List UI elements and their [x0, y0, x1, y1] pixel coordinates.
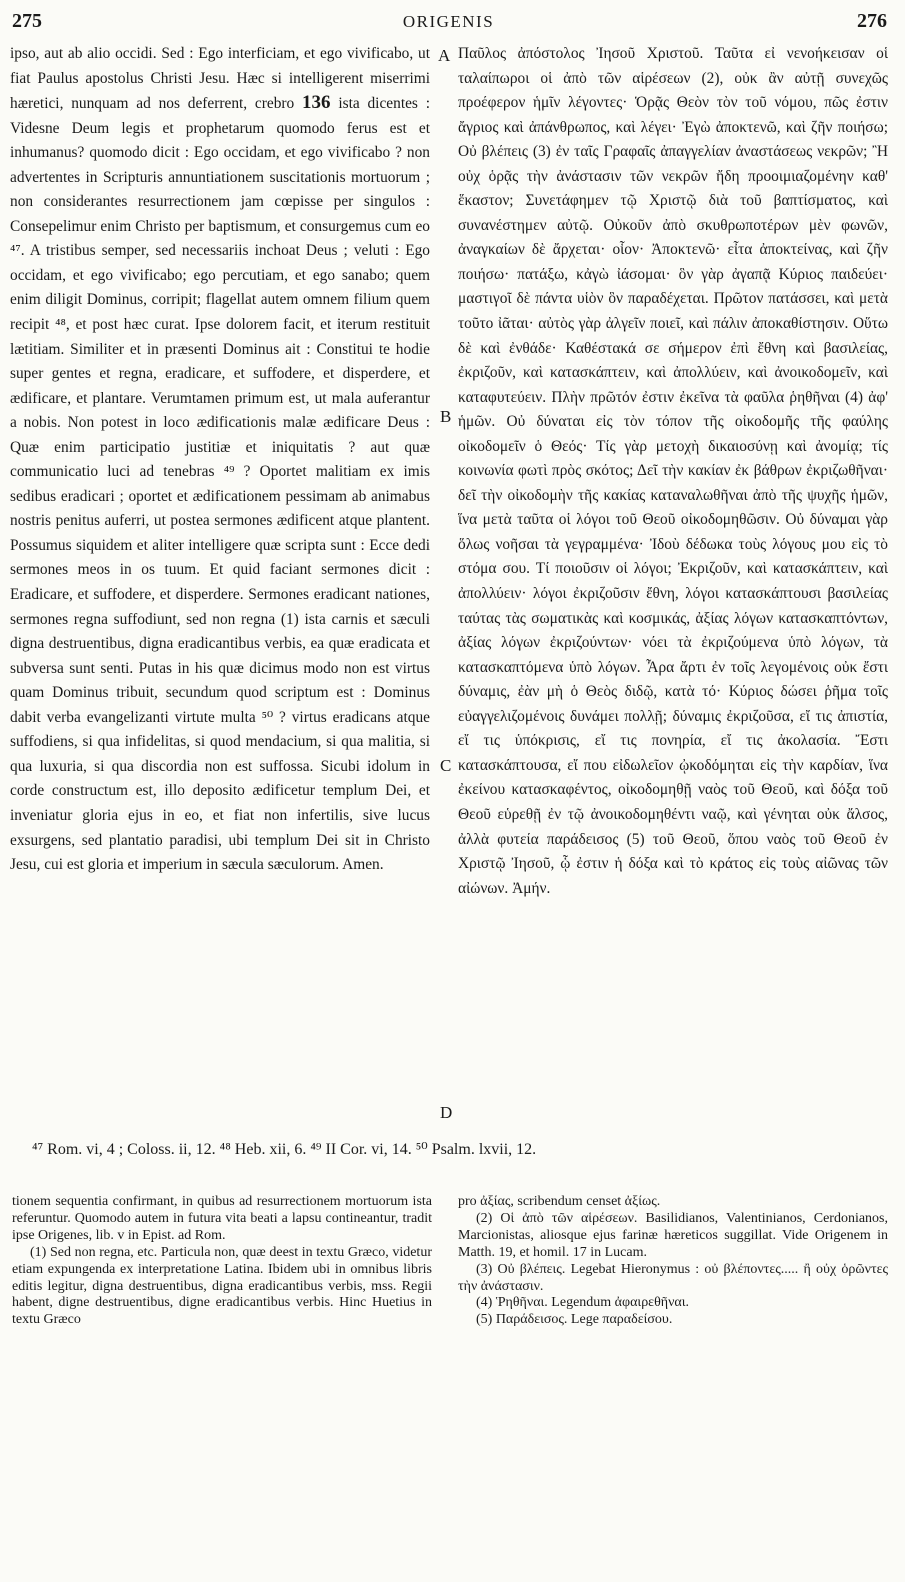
footnote-5: (5) Παράδεισος. Lege παραδείσου.	[476, 1312, 673, 1328]
footnote-3: (3) Οὐ βλέπεις. Legebat Hieronymus : οὐ βλέποντες..... ἢ οὐχ ὁρῶντες τὴν ἀνάστασιν.	[458, 1261, 888, 1294]
margin-letter-b: B	[440, 407, 452, 426]
page-number-left: 275	[12, 10, 42, 32]
margin-letter-d: D	[440, 1103, 453, 1122]
footnote-1: (1) Sed non regna, etc. Particula non, quæ deest in textu Græco, videtur etiam expungenda ex interpretatione Latina. Ibidem ubi in omnibus libris editis legitur, digna destruentibus, digna eradicantibus verbis, mss. Regii habent, digne destruentibus, digne eradicantibus verbis. Hinc Huetius in textu Græco	[12, 1244, 432, 1328]
greek-text: Παῦλος ἀπόστολος Ἰησοῦ Χριστοῦ. Ταῦτα εἰ νενοήκεισαν οἱ ταλαίπωροι οἱ ἀπὸ τῶν αἱρέσεων (2), οὐκ ἂν αὐτῇ συνεχῶς προέφερον ἡμῖν λέγοντες· Ὁρᾷς Θεὸν τὸν τοῦ νόμου, πῶς ἐστιν ἄγριος καὶ ἀπάνθρωπος, καὶ λέγει· Ἐγὼ ἀποκτενῶ, καὶ ζῆν ποιήσω; Οὐ βλέπεις (3) ἐν ταῖς Γραφαῖς ἀπαγγελίαν ἀναστάσεως νεκρῶν; Ἢ οὐχ ὁρᾷς τὴν ἀνάστασιν τῶν νεκρῶν ἤδη προοιμιαζομένην καθ' ἕκαστον; Συνετάφημεν τῷ Χριστῷ διὰ τοῦ βαπτίσματος, καὶ συνανέστημεν αὐτῷ. Οὐκοῦν ἀπὸ σκυθρωποτέρων μὲν φωνῶν, ἀναγκαίων δὲ ἄρχεται· οἷον· Ἀποκτενῶ· εἶτα ἀποκτείνας, καὶ ζῆν ποιήσω· πατάξω, κἀγὼ ἰάσομαι· ὃν γὰρ ἀγαπᾷ Κύριος παιδεύει· μαστιγοῖ δὲ πάντα υἱὸν ὃν παραδέχεται. Πρῶτον πατάσσει, καὶ μετὰ τοῦτο ἰᾶται· αὐτὸς γὰρ ἀλγεῖν ποιεῖ, καὶ πάλιν ἀποκαθίστησιν. Οὕτω δὲ καὶ ἐνθάδε· Καθέστακά σε σήμερον ἐπὶ ἔθνη καὶ βασιλείας, ἐκριζοῦν, καὶ κατασκάπτειν, καὶ ἀπολλύειν, καὶ ἀνοικοδομεῖν, καὶ καταφυτεύειν. Πλὴν πρῶτόν ἐστιν ἐκεῖνα τὰ φαῦλα ῥηθῆναι (4) ἀφ' ἡμῶν. Οὐ δύναται εἰς τὸν τόπον τῆς οἰκοδομῆς τῆς φαύλης οἰκοδομεῖν ὁ Θεός· Τίς γὰρ μετοχὴ δικαιοσύνῃ καὶ ἀνομίᾳ; τίς κοινωνία φωτὶ πρὸς σκότος; Δεῖ τὴν κακίαν ἐκ βάθρων ἐκριζωθῆναι· δεῖ τὴν οἰκοδομὴν τῆς κακίας καταναλωθῆναι ἀπὸ τῆς ψυχῆς ἡμῶν, ἵνα μετὰ ταῦτα οἱ λόγοι τοῦ Θεοῦ οἰκοδομηθῶσιν. Οὐ δύναμαι γὰρ ὅλως νοῆσαι τὰ γεγραμμένα· Ἰδοὺ δέδωκα τοὺς λόγους μου εἰς τὸ στόμα σου. Τί ποιοῦσιν οἱ λόγοι; Ἐκριζοῦν, καὶ κατασκάπτειν, καὶ ἀπολλύειν· λόγοι ἐκριζοῦσιν ἔθνη, λόγοι κατασκάπτουσι βασιλείας ταύτας τὰς σωματικὰς καὶ κοσμικάς, ἀξίας λόγων κατασκαπτόντων, ἀξίας λόγων ἐκριζούντων· νόει τὰ ἐκριζούμενα ὑπὸ λόγων, τὰ κατασκαπτόμενα ὑπὸ λόγων. Ἆρα ἄρτι ἐν τοῖς λεγομένοις οὐκ ἔστι δύναμις, ἐὰν μὴ ὁ Θεὸς διδῷ, κατὰ τό· Κύριος δώσει ῥῆμα τοῖς εὐαγγελιζομένοις δυνάμει πολλῇ; δύναμις ἐκριζοῦσα, εἴ τις ἀπιστία, εἴ τις ὑπόκρισις, εἴ τις πονηρία, εἴ τις ἀκολασία. Ἔστι κατασκάπτουσα, εἴ που εἰδωλεῖον ᾠκοδόμηται εἰς τὴν καρδίαν, ἵνα ἐκείνου κατασκαφέντος, οἰκοδομηθῇ ναὸς τοῦ Θεοῦ, καὶ δόξα τοῦ Θεοῦ εὑρεθῇ ἐν τῷ ἀνοικοδομηθέντι ναῷ, καὶ γένηται οὐκ ἄλσος, ἀλλὰ φυτεία παράδεισος (5) τοῦ Θεοῦ, ὅπου ναὸς τοῦ Θεοῦ ἐν Χριστῷ Ἰησοῦ, ᾧ ἐστιν ἡ δόξα καὶ τὸ κράτος εἰς τοὺς αἰῶνας τῶν αἰώνων. Ἀμήν.	[458, 45, 888, 897]
running-title: ORIGENIS	[402, 12, 495, 31]
footnote-continuation: tionem sequentia confirmant, in quibus ad resurrectionem mortuorum ista referuntur. Quomodo autem in futura vita beati a lapsu contineantur, tradit ipse Origenes, lib. v in Epist. ad Rom.	[12, 1194, 432, 1243]
footnotes-left	[12, 1194, 432, 1329]
page-number-right: 276	[857, 10, 887, 32]
latin-text	[10, 42, 430, 878]
latin-column	[10, 42, 430, 878]
latin-text-part-1: ipso, aut ab alio occidi. Sed : Ego interficiam, et ego vivificabo, ut fiat Paulus apostolus Christi Jesu. Hæc si intelligerent miserrimi hæretici, nunquam ad nos deferrent, crebro	[10, 45, 430, 113]
margin-letter-a: A	[438, 46, 451, 65]
footnote-2: (2) Οἱ ἀπὸ τῶν αἱρέσεων. Basilidianos, Valentinianos, Cerdonianos, Marcionistas, aliosque ejus farinæ hæreticos suggillat. Vide Origenem in Matth. 19, et homil. 17 in Lucam.	[458, 1210, 888, 1260]
page-header	[10, 10, 887, 40]
footnote-4: (4) Ῥηθῆναι. Legendum ἀφαιρεθῆναι.	[476, 1295, 690, 1311]
footnotes-right	[458, 1194, 888, 1329]
column-marker: 136	[302, 92, 331, 114]
greek-column	[458, 42, 888, 901]
footnote-continuation-right: pro ἀξίας, scribendum censet ἀξίως.	[458, 1194, 661, 1209]
margin-letter-c: C	[440, 756, 452, 775]
scripture-references: ⁴⁷ Rom. vi, 4 ; Coloss. ii, 12. ⁴⁸ Heb. xii, 6. ⁴⁹ II Cor. vi, 14. ⁵⁰ Psalm. lxvii, 12.	[32, 1141, 537, 1158]
latin-text-part-2: ista dicentes : Videsne Deum legis et prophetarum quomodo ferus est et inhumanus? quomodo dicit : Ego occidam, et ego vivificabo ? non advertentes in Scripturis annuntiationem suscitationis mortuorum ; non considerantes resurrectionem jam cœpisse per singulos : Consepelimur enim Christo per baptismum, et consurgemus cum eo ⁴⁷. A tristibus semper, sed necessariis inchoat Deus ; veluti : Ego occidam, et ego vivificabo; ego percutiam, et ego sanabo; quem enim diligit Dominus, corripit; flagellat autem omnem filium quem recipit ⁴⁸, et post hæc curat. Ipse dolorem facit, et iterum restituit lætitiam. Similiter et in præsenti Dominus ait : Constitui te hodie super gentes et regna, eradicare, et suffodere, et disperdere, et ædificare, et plantare. Verumtamen primum est, ut mala auferantur a nobis. Non potest in loco ædificationis malæ ædificare Deus : Quæ enim participatio justitiæ et iniquitatis ? aut quæ communicatio luci ad tenebras ⁴⁹ ? Oportet malitiam ex imis sedibus eradicari ; oportet et ædificationem pessimam ab animabus nostris penitus auferri, ut postea sermones ædificent atque plantent. Possumus siquidem et aliter intelligere quæ scripta sunt : Ecce dedi sermones meos in os tuum. Et quid faciant sermones dicit : Eradicare, et suffodere, et disperdere. Sermones eradicant nationes, sermones regna suffodiunt, sed non regna (1) ista carnis et sæculi digna destruentibus, digna eradicantibus verbis, ea quæ eradicata et subversa sunt senti. Putas in his quæ dicimus modo non est virtus quam Dominus tribuit, secundum quod scriptum est : Dominus dabit verba evangelizanti virtute multa ⁵⁰ ? virtus eradicans atque suffodiens, si qua infidelitas, si quod mendacium, si qua malitia, si qua luxuria, si qua discordia non est suffossa. Sicubi idolum in corde constructum est, illo deposito ædificetur templum Dei, et inveniatur gloria ejus in eo, et fiat non infertilis, sive lucus exsurgens, sed plantatio paradisi, ubi templum Dei sit in Christo Jesu, cui est gloria et imperium in sæcula sæculorum. Amen.	[10, 95, 430, 874]
